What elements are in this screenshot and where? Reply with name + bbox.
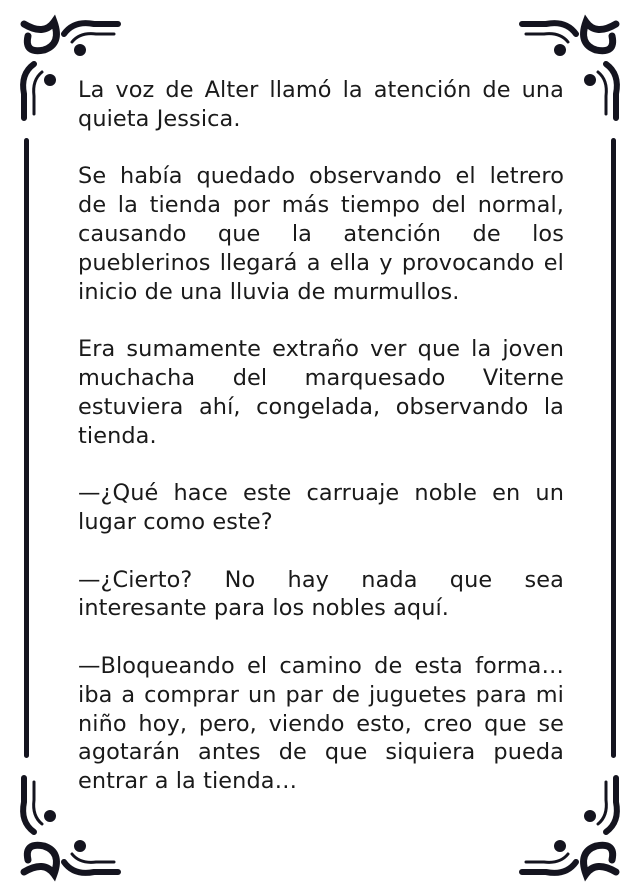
right-border-line bbox=[611, 138, 616, 758]
story-text bbox=[78, 76, 564, 796]
paragraph: —Bloqueando el camino de esta forma… iba a comprar un par de juguetes para mi niño hoy, pero, viendo esto, creo que se agotarán antes de que siquiera pueda entrar a la tienda… bbox=[78, 652, 564, 795]
left-border-line bbox=[24, 138, 29, 758]
paragraph: Se había quedado observando el letrero de la tienda por más tiempo del normal, causando que la atención de los pueblerinos llegará a ella y provocando el inicio de una lluvia de murmullos. bbox=[78, 163, 564, 305]
paragraph: —¿Cierto? No hay nada que sea interesante para los nobles aquí. bbox=[78, 566, 564, 622]
paragraph: Era sumamente extraño ver que la joven muchacha del marquesado Viterne estuviera ahí, congelada, observando la tienda. bbox=[78, 336, 564, 449]
paragraph: —¿Qué hace este carruaje noble en un lugar como este? bbox=[78, 480, 564, 535]
paragraph: La voz de Alter llamó la atención de una quieta Jessica. bbox=[78, 77, 564, 132]
